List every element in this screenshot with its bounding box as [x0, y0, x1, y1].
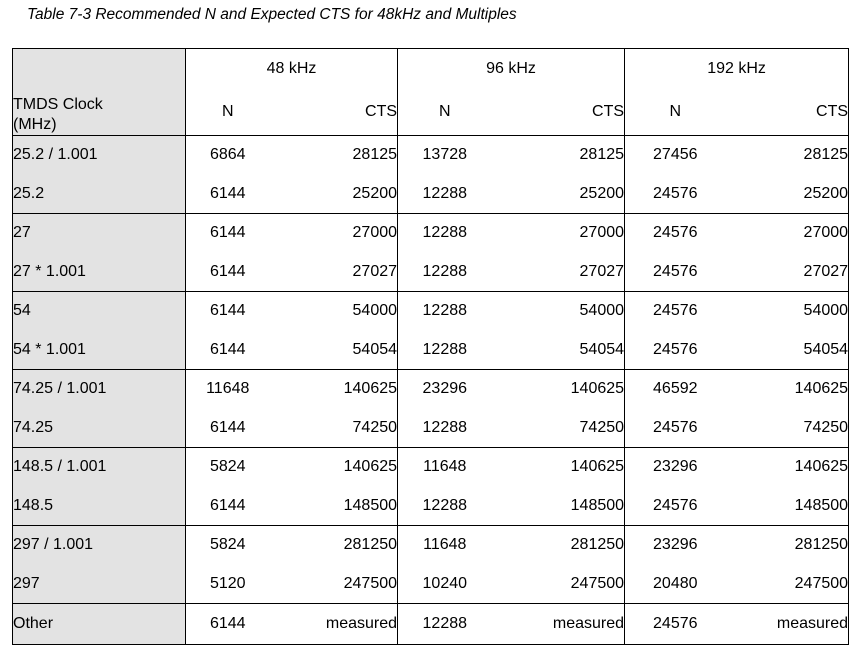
cts-value-cell: 140625	[726, 448, 849, 487]
cts-value-cell: 27000	[726, 214, 849, 253]
cts-value-cell: 54000	[726, 292, 849, 331]
n-value-cell: 6144	[186, 214, 270, 253]
cts-value-cell: 27027	[726, 253, 849, 292]
n-value-cell: 12288	[398, 292, 492, 331]
n-value-cell: 5824	[186, 448, 270, 487]
tmds-clock-cell: 27 * 1.001	[13, 253, 186, 292]
tmds-clock-cell: 297 / 1.001	[13, 526, 186, 565]
cts-value-cell: 281250	[492, 526, 625, 565]
table-body	[13, 136, 849, 645]
cts-value-cell: 54000	[270, 292, 398, 331]
cts-value-cell: 27027	[492, 253, 625, 292]
n-value-cell: 24576	[625, 487, 726, 526]
tmds-clock-cell: 54	[13, 292, 186, 331]
cts-value-cell: measured	[726, 604, 849, 645]
tmds-clock-cell: 297	[13, 565, 186, 604]
cts-value-cell: 25200	[492, 175, 625, 214]
n-value-cell: 6144	[186, 409, 270, 448]
cts-value-cell: 54000	[492, 292, 625, 331]
n-value-cell: 12288	[398, 175, 492, 214]
table-row	[13, 136, 849, 175]
cts-value-cell: 54054	[726, 331, 849, 370]
tmds-clock-cell: Other	[13, 604, 186, 645]
group-header-96khz: 96 kHz	[398, 49, 625, 90]
table-row	[13, 526, 849, 565]
cts-value-cell: measured	[270, 604, 398, 645]
table-row	[13, 253, 849, 292]
cts-value-cell: 247500	[270, 565, 398, 604]
n-value-cell: 46592	[625, 370, 726, 409]
n-value-cell: 13728	[398, 136, 492, 175]
n-header-96khz: N	[398, 90, 492, 136]
cts-header-48khz: CTS	[270, 90, 398, 136]
group-header-192khz: 192 kHz	[625, 49, 849, 90]
table-row	[13, 292, 849, 331]
n-value-cell: 24576	[625, 214, 726, 253]
n-cts-table	[12, 48, 849, 645]
cts-value-cell: 148500	[270, 487, 398, 526]
n-value-cell: 24576	[625, 604, 726, 645]
cts-value-cell: 140625	[270, 370, 398, 409]
cts-value-cell: 74250	[270, 409, 398, 448]
cts-value-cell: 27000	[492, 214, 625, 253]
n-value-cell: 6144	[186, 175, 270, 214]
n-value-cell: 5824	[186, 526, 270, 565]
cts-value-cell: 25200	[270, 175, 398, 214]
tmds-clock-cell: 25.2 / 1.001	[13, 136, 186, 175]
tmds-clock-cell: 74.25 / 1.001	[13, 370, 186, 409]
tmds-clock-cell: 27	[13, 214, 186, 253]
n-value-cell: 12288	[398, 604, 492, 645]
n-value-cell: 10240	[398, 565, 492, 604]
n-value-cell: 11648	[398, 526, 492, 565]
n-value-cell: 6144	[186, 487, 270, 526]
table-row	[13, 175, 849, 214]
table-row	[13, 487, 849, 526]
n-header-48khz: N	[186, 90, 270, 136]
group-header-48khz: 48 kHz	[186, 49, 398, 90]
n-value-cell: 12288	[398, 331, 492, 370]
tmds-clock-header: TMDS Clock (MHz)	[13, 49, 186, 136]
table-row	[13, 214, 849, 253]
cts-value-cell: 281250	[270, 526, 398, 565]
n-value-cell: 6144	[186, 292, 270, 331]
table-row	[13, 370, 849, 409]
cts-value-cell: 148500	[492, 487, 625, 526]
cts-value-cell: 140625	[492, 370, 625, 409]
n-value-cell: 27456	[625, 136, 726, 175]
cts-header-96khz: CTS	[492, 90, 625, 136]
cts-value-cell: 28125	[726, 136, 849, 175]
n-value-cell: 5120	[186, 565, 270, 604]
cts-value-cell: 27000	[270, 214, 398, 253]
n-value-cell: 12288	[398, 253, 492, 292]
cts-value-cell: 140625	[726, 370, 849, 409]
cts-value-cell: 28125	[270, 136, 398, 175]
cts-value-cell: 148500	[726, 487, 849, 526]
cts-value-cell: 140625	[270, 448, 398, 487]
n-value-cell: 24576	[625, 409, 726, 448]
cts-value-cell: 74250	[726, 409, 849, 448]
n-value-cell: 11648	[186, 370, 270, 409]
cts-value-cell: 54054	[492, 331, 625, 370]
table-row	[13, 331, 849, 370]
n-value-cell: 11648	[398, 448, 492, 487]
cts-value-cell: 247500	[726, 565, 849, 604]
n-value-cell: 24576	[625, 331, 726, 370]
cts-value-cell: 54054	[270, 331, 398, 370]
table-row	[13, 448, 849, 487]
n-value-cell: 23296	[398, 370, 492, 409]
n-value-cell: 6144	[186, 253, 270, 292]
cts-value-cell: 247500	[492, 565, 625, 604]
n-value-cell: 6864	[186, 136, 270, 175]
table-caption: Table 7-3 Recommended N and Expected CTS for 48kHz and Multiples	[27, 6, 517, 23]
n-value-cell: 23296	[625, 448, 726, 487]
n-value-cell: 12288	[398, 214, 492, 253]
tmds-clock-cell: 74.25	[13, 409, 186, 448]
cts-value-cell: 140625	[492, 448, 625, 487]
cts-value-cell: 25200	[726, 175, 849, 214]
n-value-cell: 24576	[625, 175, 726, 214]
table-row	[13, 409, 849, 448]
n-value-cell: 23296	[625, 526, 726, 565]
cts-header-192khz: CTS	[726, 90, 849, 136]
cts-value-cell: measured	[492, 604, 625, 645]
n-value-cell: 24576	[625, 292, 726, 331]
n-header-192khz: N	[625, 90, 726, 136]
tmds-clock-cell: 148.5	[13, 487, 186, 526]
cts-value-cell: 74250	[492, 409, 625, 448]
tmds-clock-cell: 54 * 1.001	[13, 331, 186, 370]
cts-value-cell: 28125	[492, 136, 625, 175]
table-row	[13, 604, 849, 645]
n-value-cell: 6144	[186, 331, 270, 370]
n-value-cell: 6144	[186, 604, 270, 645]
cts-value-cell: 281250	[726, 526, 849, 565]
n-value-cell: 24576	[625, 253, 726, 292]
table-row	[13, 565, 849, 604]
cts-value-cell: 27027	[270, 253, 398, 292]
tmds-clock-cell: 148.5 / 1.001	[13, 448, 186, 487]
tmds-clock-cell: 25.2	[13, 175, 186, 214]
n-value-cell: 12288	[398, 409, 492, 448]
n-value-cell: 20480	[625, 565, 726, 604]
n-value-cell: 12288	[398, 487, 492, 526]
